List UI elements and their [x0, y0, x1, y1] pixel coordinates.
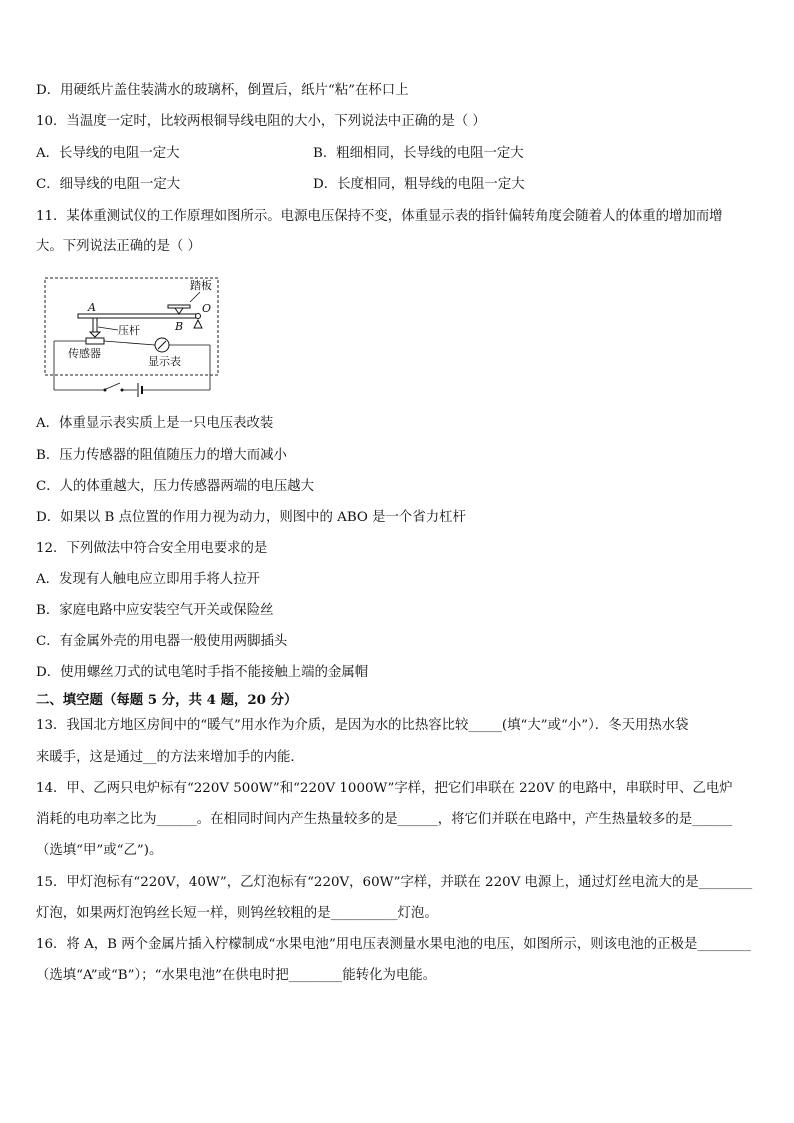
q12-option-b: B．家庭电路中应安装空气开关或保险丝	[36, 603, 274, 618]
fulcrum-o	[194, 320, 202, 328]
question-11-line2: 大。下列说法正确的是（ ）	[36, 239, 201, 254]
pedal-support	[175, 308, 183, 314]
question-13-line1: 13．我国北方地区房间中的“暖气”用水作为介质，是因为水的比热容比较_____(填“大”或“小”）．冬天用热水袋	[36, 718, 689, 733]
point-a-label: A	[88, 301, 96, 314]
pedal-label: 踏板	[190, 279, 212, 292]
meter-label: 显示表	[148, 355, 181, 368]
question-14-line2: 消耗的电功率之比为______。在相同时间内产生热量较多的是______，将它们并联在电路中，产生热量较多的是______	[36, 812, 733, 827]
weight-scale-circuit-diagram	[40, 272, 225, 400]
question-10: 10．当温度一定时，比较两根铜导线电阻的大小，下列说法中正确的是（ ）	[36, 114, 486, 129]
q10-option-a: A．长导线的电阻一定大	[36, 146, 180, 161]
question-16-line2: （选填“A”或“B”）；“水果电池”在供电时把________能转化为电能。	[36, 968, 437, 983]
q10-option-b: B．粗细相同，长导线的电阻一定大	[313, 146, 524, 161]
q11-option-c: C．人的体重越大，压力传感器两端的电压越大	[36, 479, 315, 494]
q10-option-d: D．长度相同，粗导线的电阻一定大	[313, 177, 525, 192]
question-15-line2: 灯泡，如果两灯泡钨丝长短一样，则钨丝较粗的是__________灯泡。	[36, 906, 438, 921]
lever-bar	[78, 314, 196, 318]
section-2-heading: 二、填空题（每题 5 分，共 4 题，20 分）	[36, 692, 298, 708]
q10-option-c: C．细导线的电阻一定大	[36, 177, 181, 192]
sensor-label: 传感器	[68, 347, 101, 360]
point-o-label: O	[202, 302, 212, 315]
lever-label: 压杆	[118, 324, 140, 337]
q12-option-c: C．有金属外壳的用电器一般使用两脚插头	[36, 634, 288, 649]
q9-option-d: D．用硬纸片盖住装满水的玻璃杯，倒置后，纸片“粘”在杯口上	[36, 83, 409, 98]
question-16-line1: 16．将 A，B 两个金属片插入柠檬制成“水果电池”用电压表测量水果电池的电压，如图所示，则该电池的正极是________	[36, 937, 751, 952]
question-12: 12．下列做法中符合安全用电要求的是	[36, 541, 268, 556]
press-rod	[93, 318, 97, 332]
point-b-label: B	[175, 320, 184, 333]
q11-option-d: D．如果以 B 点位置的作用力视为动力，则图中的 ABO 是一个省力杠杆	[36, 510, 466, 525]
pressure-sensor	[86, 338, 104, 344]
q12-option-d: D．使用螺丝刀式的试电笔时手指不能接触上端的金属帽	[36, 665, 369, 680]
question-11-line1: 11．某体重测试仪的工作原理如图所示。电源电压保持不变，体重显示表的指针偏转角度会随着人的体重的增加而增	[36, 209, 723, 224]
q12-option-a: A．发现有人触电应立即用手将人拉开	[36, 572, 260, 587]
q11-option-b: B．压力传感器的阻值随压力的增大而减小	[36, 448, 287, 463]
question-15-line1: 15．甲灯泡标有“220V，40W”，乙灯泡标有“220V，60W”字样，并联在 220V 电源上，通过灯丝电流大的是________	[36, 875, 753, 890]
question-14-line3: （选填“甲”或“乙”)。	[36, 843, 163, 858]
question-14-line1: 14．甲、乙两只电炉标有“220V 500W”和“220V 1000W”字样，把它们串联在 220V 的电路中，串联时甲、乙电炉	[36, 781, 733, 796]
q11-option-a: A．体重显示表实质上是一只电压表改装	[36, 416, 274, 431]
question-13-line2: 来暖手，这是通过__的方法来增加手的内能．	[36, 750, 304, 765]
